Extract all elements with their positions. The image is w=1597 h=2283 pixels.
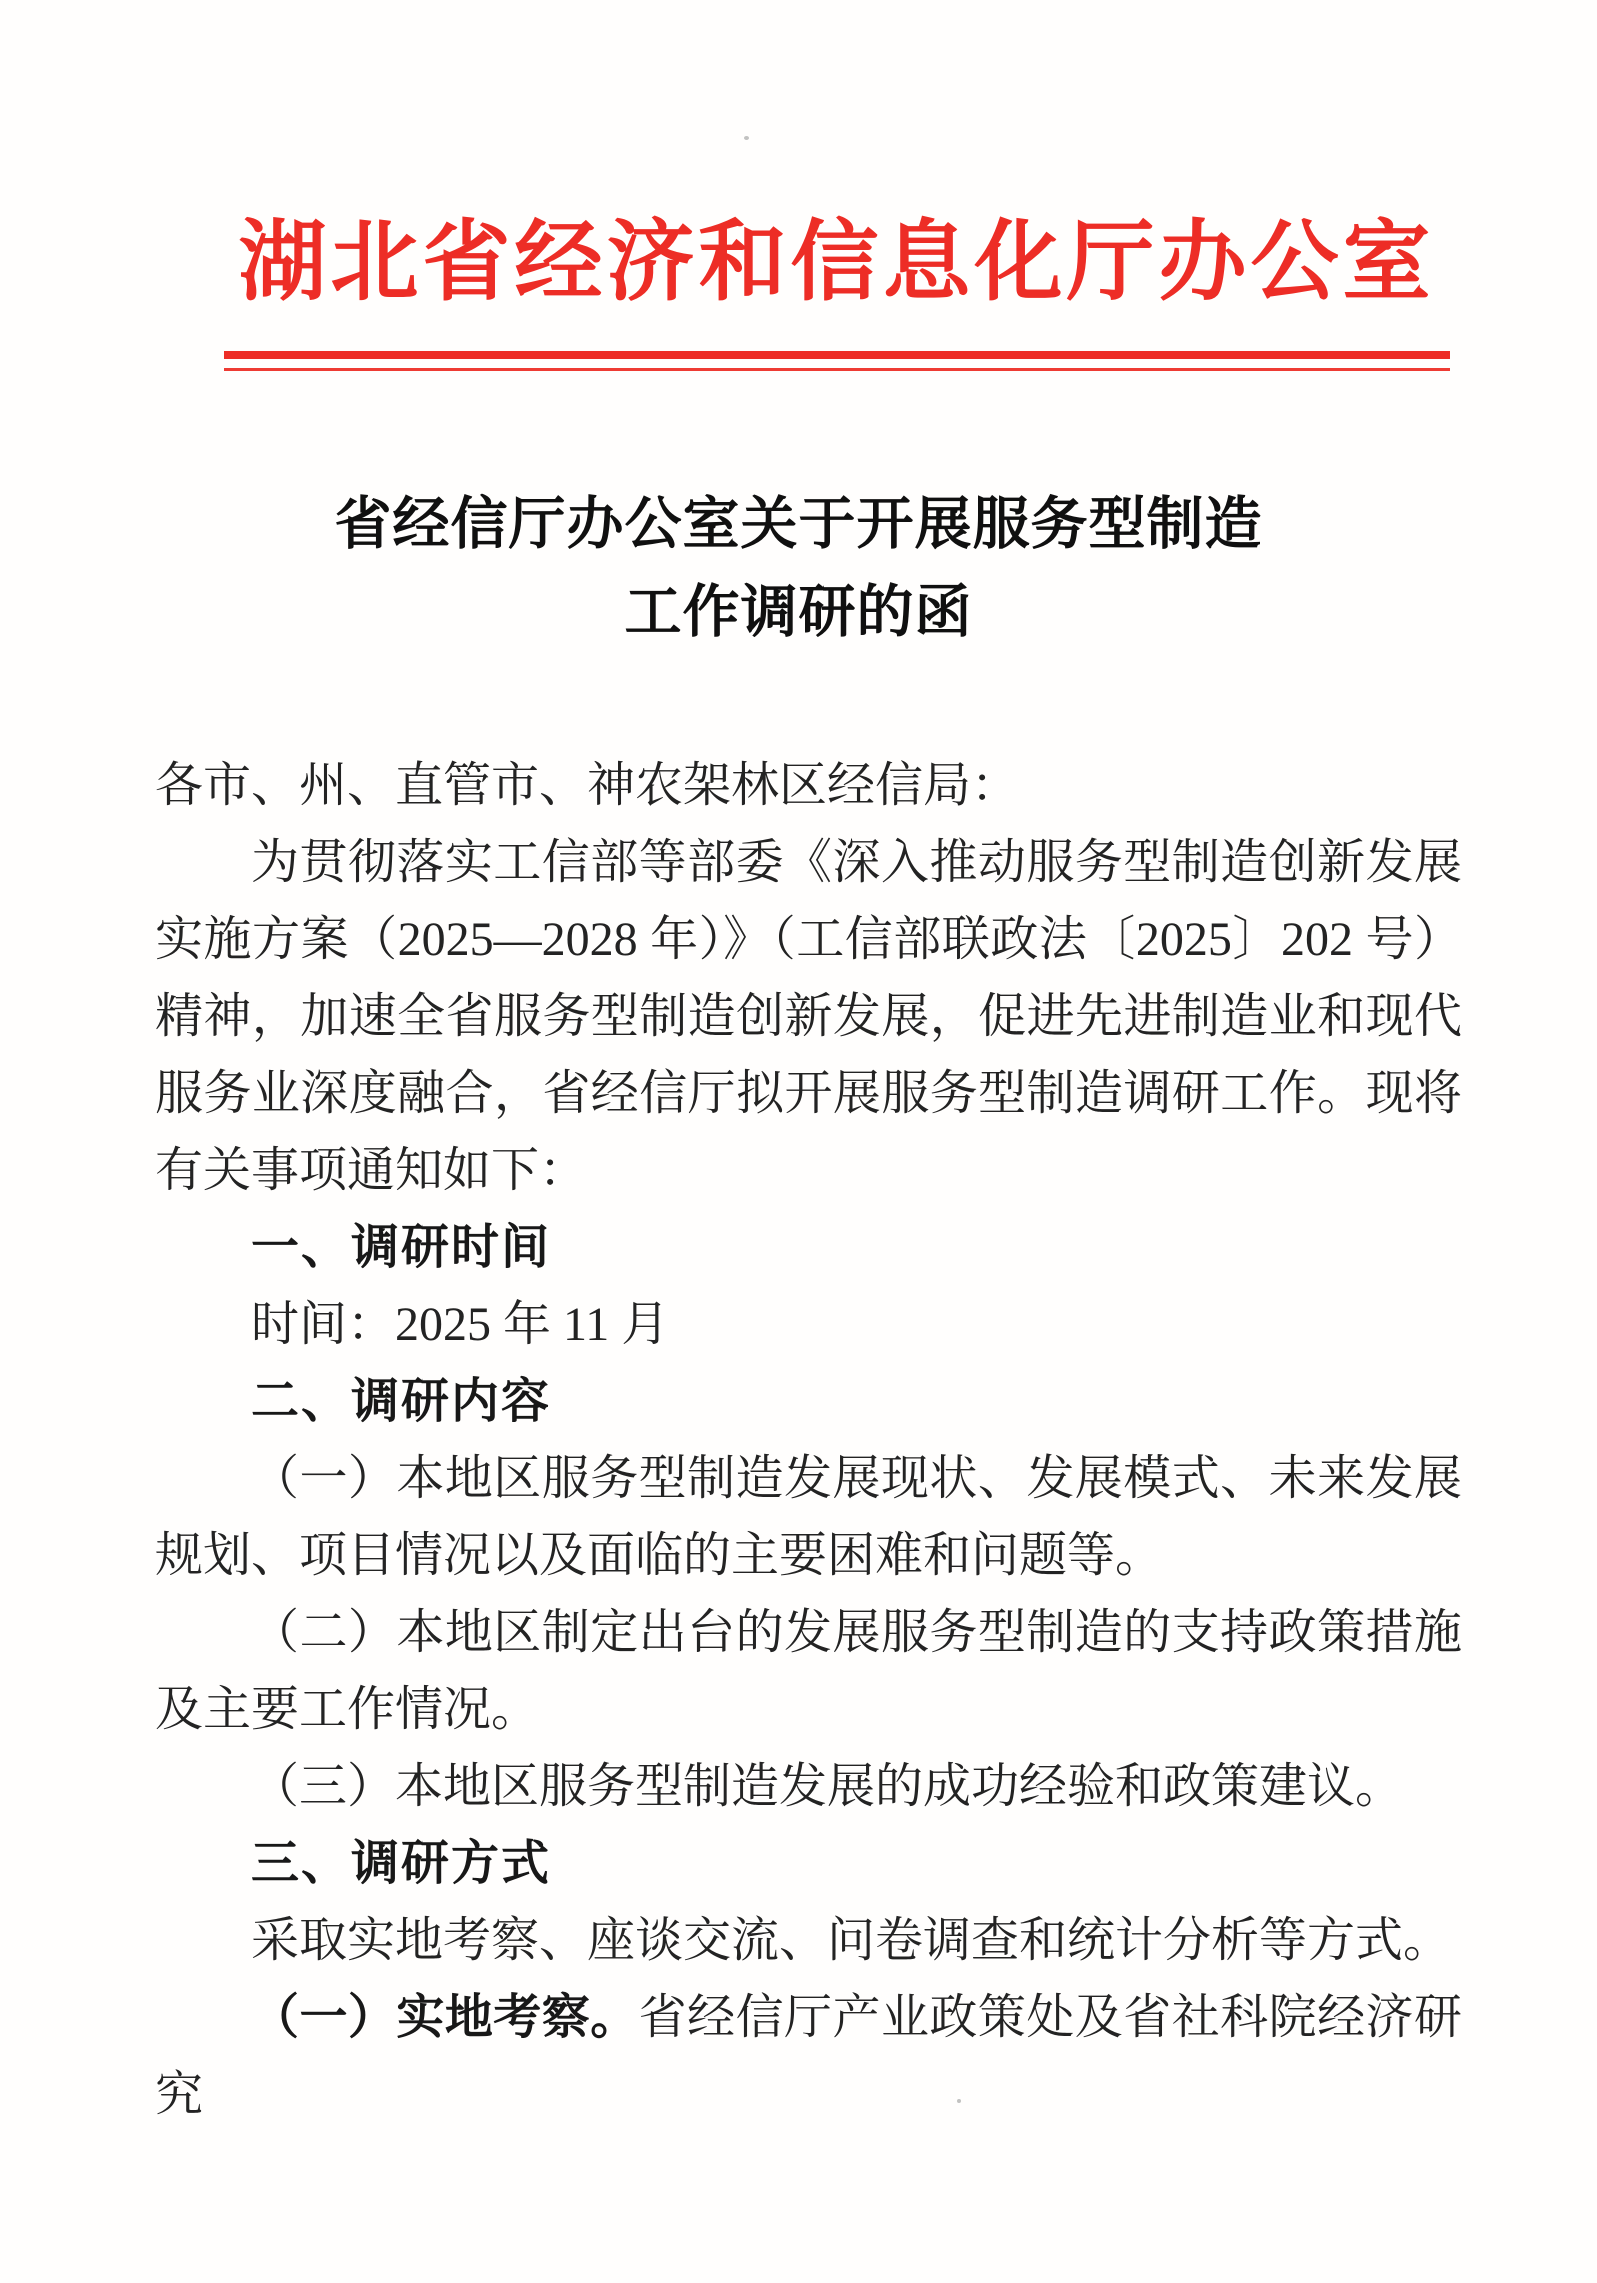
paragraph-intro: 为贯彻落实工信部等部委《深入推动服务型制造创新发展实施方案（2025—2028 年）》（工信部联政法〔2025〕202 号）精神，加速全省服务型制造创新发展，促进先进制造业和现代服务业深度融合，省经信厅拟开展服务型制造调研工作。现将有关事项通知如下： — [155, 836, 1462, 1197]
document-body — [0, 747, 1597, 2133]
section-heading-1: 一、调研时间 — [251, 1221, 552, 1274]
document-title — [0, 481, 1597, 657]
paragraph-method-item-1-text: 省经信厅产业政策处及省社科院经济研究 — [155, 1991, 1462, 2121]
section-heading-2: 二、调研内容 — [251, 1375, 552, 1428]
salutation: 各市、州、直管市、神农架林区经信局： — [155, 759, 1020, 812]
scan-speck — [744, 136, 749, 140]
letterhead-rule — [224, 351, 1450, 371]
paragraph-content-item-1: （一）本地区服务型制造发展现状、发展模式、未来发展规划、项目情况以及面临的主要困难和问题等。 — [155, 1452, 1462, 1582]
document-title-line2: 工作调研的函 — [624, 581, 973, 644]
paragraph-method: 采取实地考察、座谈交流、问卷调查和统计分析等方式。 — [251, 1914, 1452, 1967]
paragraph-time: 时间：2025 年 11 月 — [251, 1298, 670, 1351]
letterhead-org-name: 湖北省经济和信息化厅办公室 — [238, 215, 1435, 312]
letterhead-rule-thin — [224, 368, 1450, 371]
section-heading-3: 三、调研方式 — [251, 1837, 552, 1890]
paragraph-method-item-1 — [155, 1979, 1462, 2133]
scan-speck — [957, 2099, 961, 2103]
letterhead-rule-thick — [224, 351, 1450, 359]
letterhead — [38, 213, 1597, 315]
paragraph-content-item-2: （二）本地区制定出台的发展服务型制造的支持政策措施及主要工作情况。 — [155, 1606, 1462, 1736]
paragraph-content-item-3: （三）本地区服务型制造发展的成功经验和政策建议。 — [251, 1760, 1404, 1813]
paragraph-method-item-1-lead: （一）实地考察。 — [251, 1991, 639, 2044]
document-title-line1: 省经信厅办公室关于开展服务型制造 — [334, 493, 1263, 556]
